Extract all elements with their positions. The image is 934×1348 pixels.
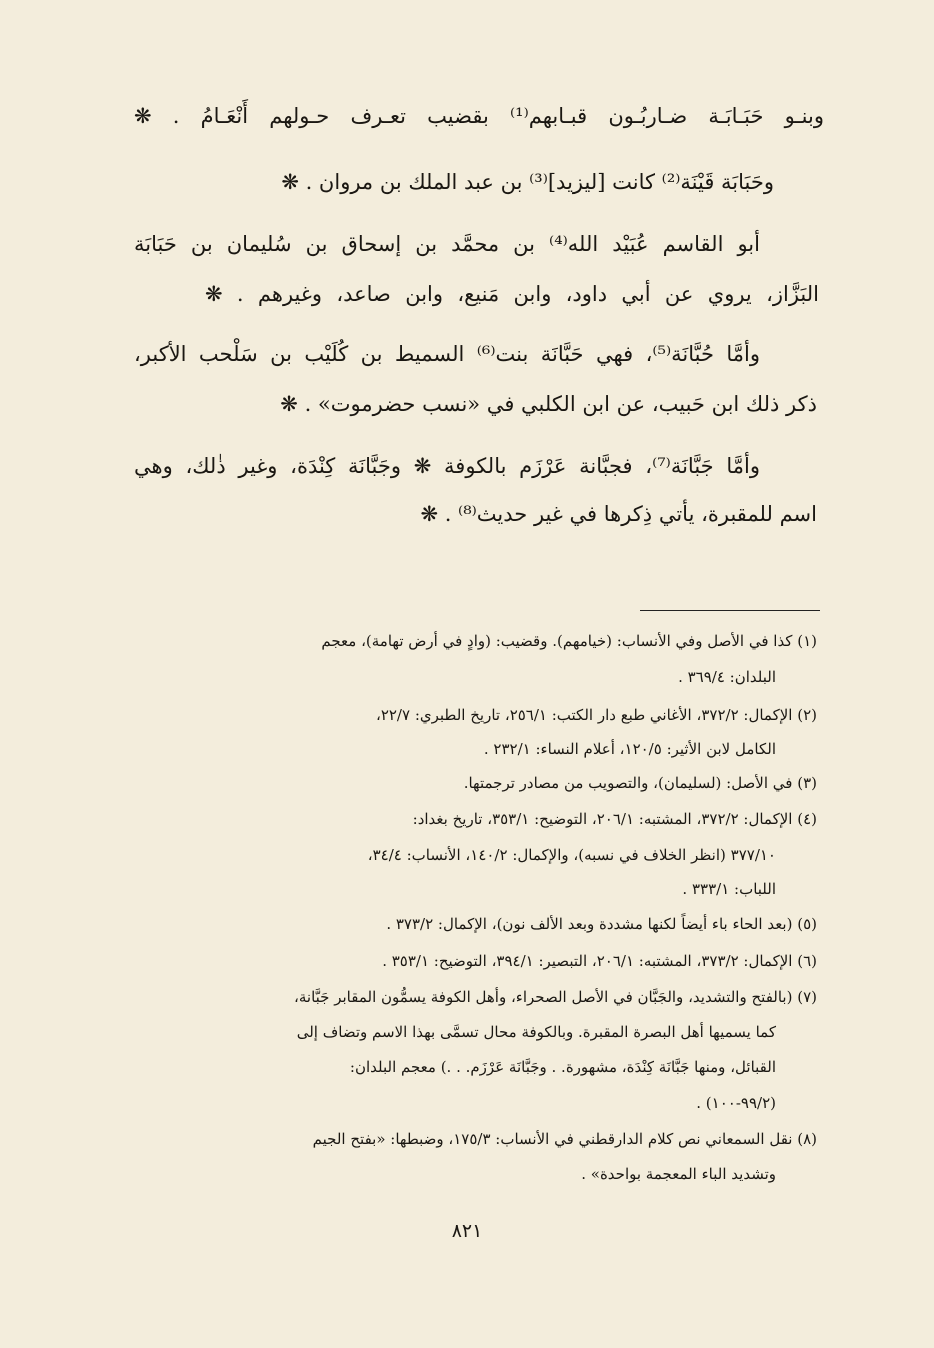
text-line: اسم للمقبرة، يأتي ذِكرها في غير حديث⁽⁸⁾ . ❋ <box>420 502 817 526</box>
footnote-line: وتشديد الباء المعجمة بواحدة» . <box>581 1165 776 1183</box>
footnote-line: الكامل لابن الأثير: ١٢٠/٥، أعلام النساء: ٢٣٢/١ . <box>483 740 776 758</box>
footnote-line: القبائل، ومنها جَبَّانَة كِنْدَة، مشهورة. . وجَبَّانَة عَرْزَم. . .) معجم البلدان: <box>349 1058 776 1076</box>
footnote-line: (٤) الإكمال: ٣٧٢/٢، المشتبه: ٢٠٦/١، التوضيح: ٣٥٣/١، تاريخ بغداد: <box>412 810 817 828</box>
footnote-line: (٨) نقل السمعاني نص كلام الدارقطني في الأنساب: ١٧٥/٣، وضبطها: «بفتح الجيم <box>312 1130 817 1148</box>
footnote-line: (٧) (بالفتح والتشديد، والجَبَّان في الأصل الصحراء، وأهل الكوفة يسمُّون المقابر جَبَّانة، <box>294 988 817 1006</box>
footnote-line: (٢) الإكمال: ٣٧٢/٢، الأغاني طبع دار الكتب: ٢٥٦/١، تاريخ الطبري: ٢٢/٧، <box>375 706 817 724</box>
footnote-line: (٥) (بعد الحاء باء أيضاً لكنها مشددة وبعد الألف نون)، الإكمال: ٣٧٣/٢ . <box>386 915 817 933</box>
page-number: ٨٢١ <box>451 1220 483 1242</box>
footnote-line: (٩٩/٢-١٠٠) . <box>696 1094 776 1112</box>
footnote-line: اللباب: ٣٣٣/١ . <box>682 880 776 898</box>
text-line: وحَبَابَة قَيْنَة⁽²⁾ كانت [ليزيد]⁽³⁾ بن عبد الملك بن مروان . ❋ <box>281 170 774 194</box>
text-line: أبو القاسم عُبَيْد الله⁽⁴⁾ بن محمَّد بن إسحاق بن سُليمان بن حَبَابَة <box>134 232 760 256</box>
footnote-line: ٣٧٧/١٠ (انظر الخلاف في نسبه)، والإكمال: ١٤٠/٢، الأنساب: ٣٤/٤، <box>367 846 776 864</box>
footnote-line: كما يسميها أهل البصرة المقبرة. وبالكوفة محال تسمَّى بهذا الاسم وتضاف إلى <box>296 1023 776 1041</box>
text-line: البَزَّاز، يروي عن أبي داود، وابن مَنيع، وابن صاعد، وغيرهم . ❋ <box>205 282 819 306</box>
footnote-separator <box>640 610 820 611</box>
footnote-line: (٦) الإكمال: ٣٧٣/٢، المشتبه: ٢٠٦/١، التبصير: ٣٩٤/١، التوضيح: ٣٥٣/١ . <box>382 952 817 970</box>
footnote-line: البلدان: ٣٦٩/٤ . <box>678 668 776 686</box>
footnote-line: (١) كذا في الأصل وفي الأنساب: (خيامهم). وقضيب: (وادٍ في أرض تهامة)، معجم <box>321 632 817 650</box>
footnote-line: (٣) في الأصل: (لسليمان)، والتصويب من مصادر ترجمتها. <box>463 774 817 792</box>
text-line: وأمَّا حُبَّانَة⁽⁵⁾، فهي حَبَّانَة بنت⁽⁶⁾ السميط بن كُلَيْب بن سَلْحب الأكبر، <box>134 342 760 366</box>
verse-line: وبنـو حَبَـابَـة ضـاربُـون قبـابهم⁽¹⁾ بقضيب تعـرف حـولهم أَنْعَـامُ . ❋ <box>134 104 825 128</box>
text-line: ذكر ذلك ابن حَبيب، عن ابن الكلبي في «نسب حضرموت» . ❋ <box>280 392 817 416</box>
text-line: وأمَّا جَبَّانَة⁽⁷⁾، فجبَّانة عَرْزَم بالكوفة ❋ وجَبَّانَة كِنْدَة، وغير ذٰلك، وهي <box>134 454 760 478</box>
